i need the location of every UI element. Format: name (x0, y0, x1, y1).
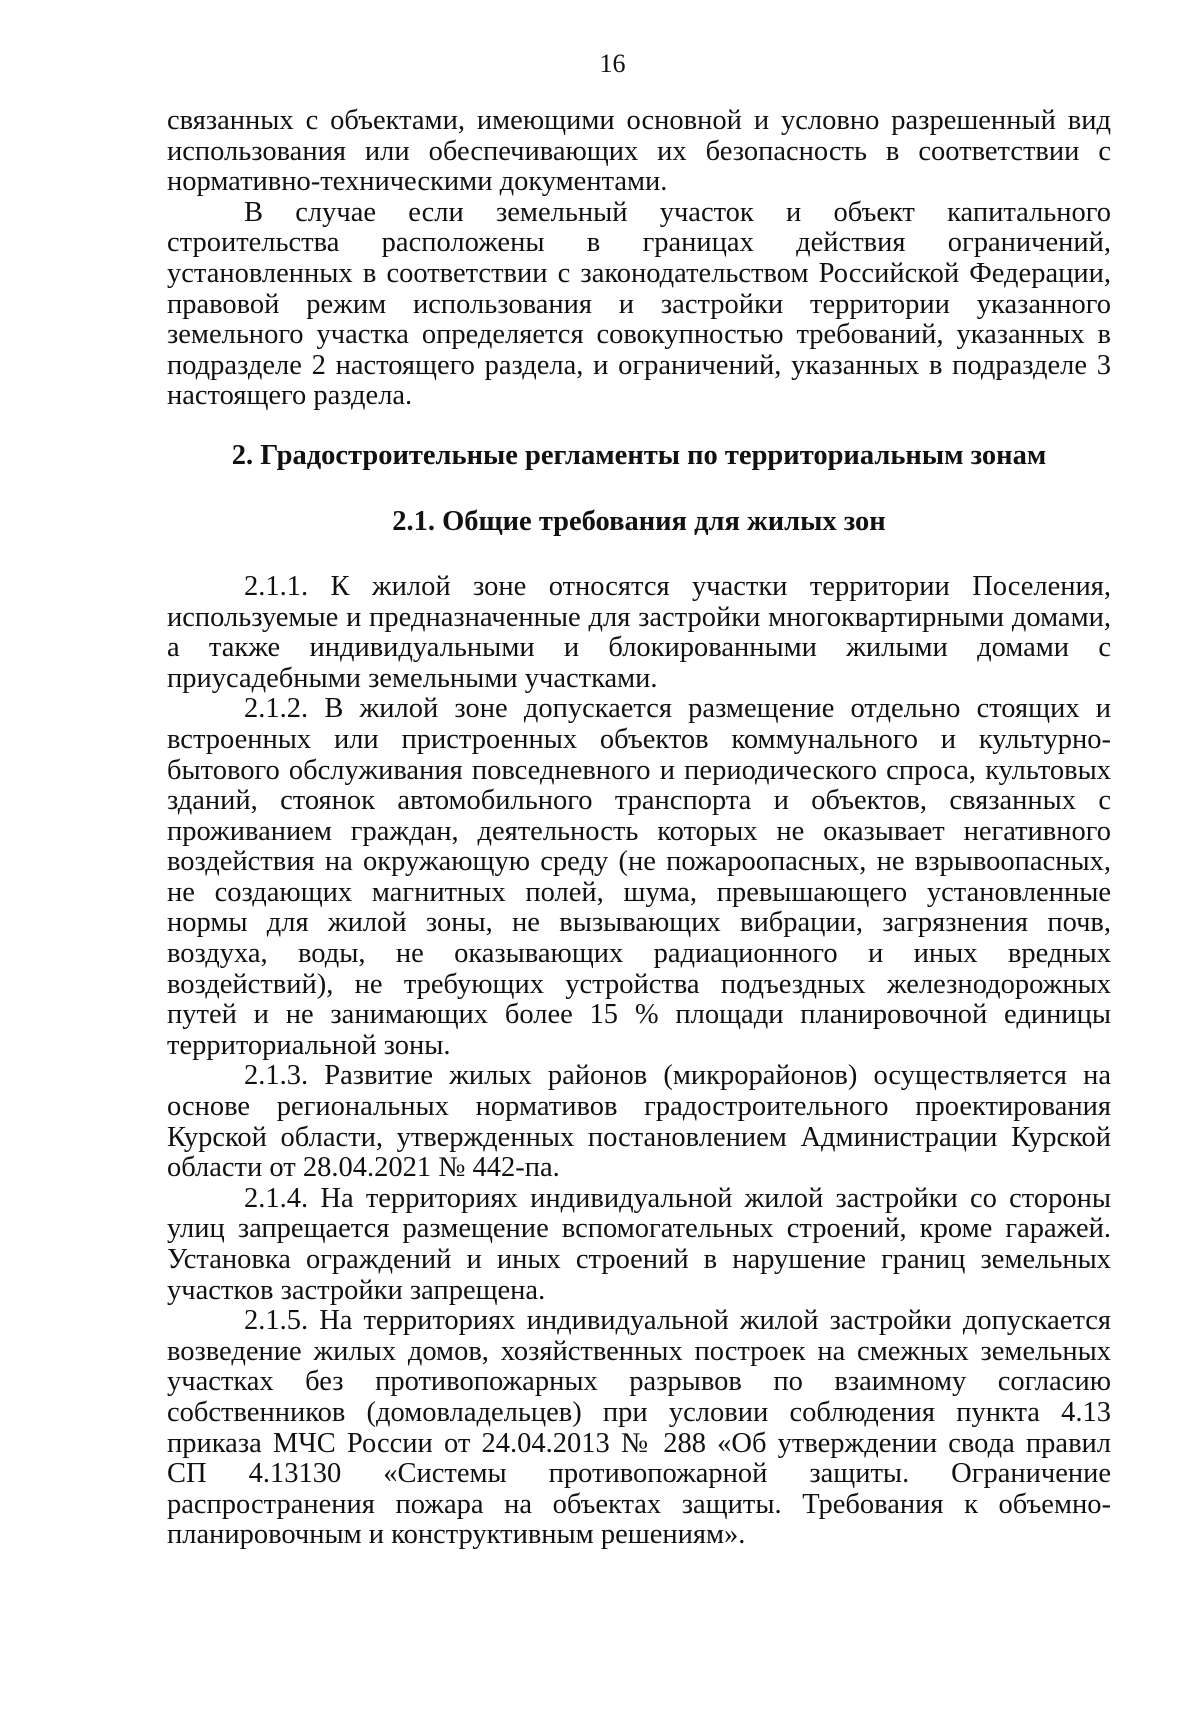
intro-paragraph: В случае если земельный участок и объект капитального строительства расположены в границах действия ограничений, установленных в соответствии с законодательством Российской Федерации, правовой режим использования и застройки территории указанного земельного участка определяется совокупностью требований, указанных в подразделе 2 настоящего раздела, и ограничений, указанных в подразделе 3 настоящего раздела. (167, 196, 1111, 412)
clause-text: Развитие жилых районов (микрорайонов) осуществляется на основе региональных нормативов градостроительного проектирования Курской области, утвержденных постановлением Администрации Курской области от 28.04.2021 № 442-па. (167, 1060, 1112, 1184)
clause-paragraph (167, 1184, 1111, 1306)
continuation-paragraph: связанных с объектами, имеющими основной и условно разрешенный вид использования или обеспечивающих их безопасность в соответствии с нормативно-техническими документами. (167, 105, 1111, 198)
section-heading: 2. Градостроительные регламенты по территориальным зонам (231, 439, 1047, 471)
clause-paragraph (167, 572, 1111, 694)
clause-text: На территориях индивидуальной жилой застройки допускается возведение жилых домов, хозяйственных построек на смежных земельных участках без противопожарных разрывов по взаимному согласию собственников (домовладельцев) при условии соблюдения пункта 4.13 приказа МЧС России от 24.04.2013 № 288 «Об утверждении свода правил СП 4.13130 «Системы противопожарной защиты. Ограничение распространения пожара на объектах защиты. Требования к объемно-планировочным и конструктивным решениям». (167, 1305, 1112, 1551)
clause-number: 2.1.5. (244, 1305, 309, 1337)
subsection-heading: 2.1. Общие требования для жилых зон (392, 505, 886, 537)
clause-text: На территориях индивидуальной жилой застройки со стороны улиц запрещается размещение вспомогательных строений, кроме гаражей. Установка ограждений и иных строений в нарушение границ земельных участков застройки запрещена. (167, 1182, 1111, 1306)
clause-paragraph (167, 1061, 1111, 1183)
clause-paragraph (167, 694, 1111, 1061)
clause-paragraph (167, 1306, 1111, 1551)
clause-number: 2.1.4. (244, 1182, 309, 1214)
clause-text: В жилой зоне допускается размещение отдельно стоящих и встроенных или пристроенных объектов коммунального и культурно-бытового обслуживания повседневного и периодического спроса, культовых зданий, стоянок автомобильного транспорта и объектов, связанных с проживанием граждан, деятельность которых не оказывает негативного воздействия на окружающую среду (не пожароопасных, не взрывоопасных, не создающих магнитных полей, шума, превышающего установленные нормы для жилой зоны, не вызывающих вибрации, загрязнения почв, воздуха, воды, не оказывающих радиационного и иных вредных воздействий), не требующих устройства подъездных железнодорожных путей и не занимающих более 15 % площади планировочной единицы территориальной зоны. (167, 693, 1112, 1061)
clause-text: К жилой зоне относятся участки территории Поселения, используемые и предназначенные для застройки многоквартирными домами, а также индивидуальными и блокированными жилыми домами с приусадебными земельными участками. (167, 570, 1111, 694)
document-body (167, 106, 1111, 1551)
clause-number: 2.1.1. (244, 570, 309, 602)
clause-number: 2.1.2. (244, 693, 309, 725)
page-number: 16 (599, 49, 626, 78)
clause-number: 2.1.3. (244, 1060, 309, 1092)
